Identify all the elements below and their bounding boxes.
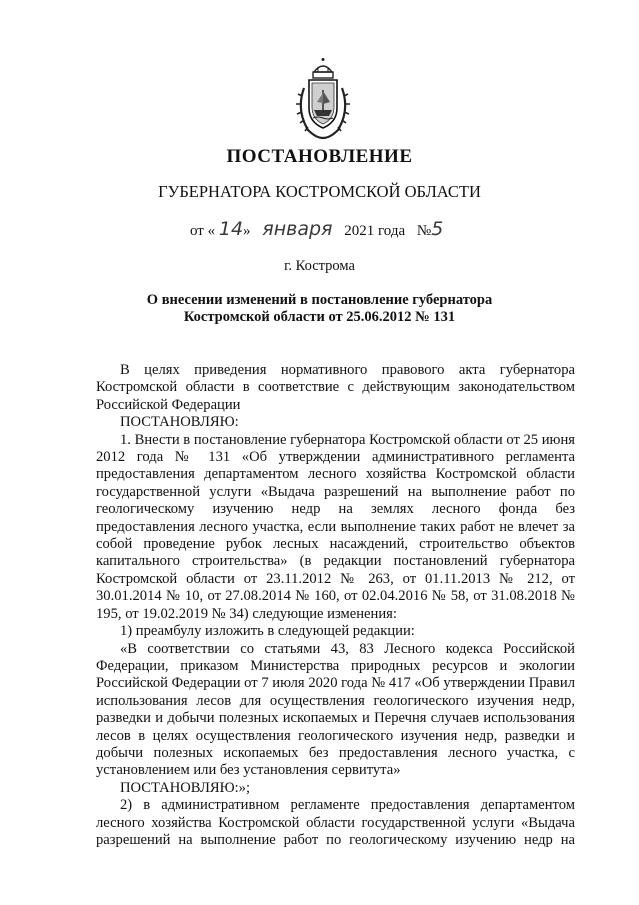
paragraph-quoted-resolve: ПОСТАНОВЛЯЮ:»;: [120, 779, 251, 796]
subject-heading: [0, 292, 639, 326]
date-year: 2021 года: [344, 223, 406, 239]
subject-line-2: Костромской области от 25.06.2012 № 131: [183, 309, 456, 325]
city-line: г. Кострома: [284, 258, 355, 274]
coat-of-arms-emblem: [294, 58, 352, 140]
date-close: »: [243, 223, 251, 239]
handwritten-number: 5: [431, 218, 444, 240]
paragraph-quoted-preamble: «В соответствии со статьями 43, 83 Лесного кодекса Российской Федерации, приказом Министерства природных ресурсов и экологии Российской Федерации от 7 июля 2020 года № 417 «Об утверждении Правил использования лесов для осуществления геологического изучения недр, разведки и добычи полезных ископаемых и Перечня случаев использования лесов в целях осуществления геологического изучения недр, разведки и добычи полезных ископаемых без предоставления лесного участка, с установлением или без установления сервитута»: [96, 640, 575, 779]
paragraph-subitem-2: 2) в административном регламенте предоставления департаментом лесного хозяйства Костромской области государственной услуги «Выдача разрешений на выполнение работ по геологическому изучению недр на: [96, 797, 575, 848]
subject-line-1: О внесении изменений в постановление губернатора: [146, 292, 493, 308]
paragraph-preamble: В целях приведения нормативного правового акта губернатора Костромской области в соответствие с действующим законодательством Российской Федерации: [96, 362, 575, 413]
handwritten-day: 14: [218, 218, 244, 240]
issuer-line: ГУБЕРНАТОРА КОСТРОМСКОЙ ОБЛАСТИ: [158, 182, 481, 201]
paragraph-resolve: ПОСТАНОВЛЯЮ:: [120, 414, 239, 431]
date-line: [190, 218, 443, 240]
date-prefix: от «: [190, 223, 216, 239]
handwritten-month: января: [262, 218, 333, 240]
document-body: [96, 362, 575, 849]
document-title: ПОСТАНОВЛЕНИЕ: [226, 146, 413, 167]
paragraph-subitem-1: 1) преамбулу изложить в следующей редакции:: [120, 623, 415, 640]
paragraph-item-1: 1. Внести в постановление губернатора Костромской области от 25 июня 2012 года № 131 «Об утверждении административного регламента предоставления департаментом лесного хозяйства Костромской области государственной услуги «Выдача разрешений на выполнение работ по геологическому изучению недр на землях лесного фонда без предоставления лесного участка, если выполнение таких работ не влечет за собой проведение рубок лесных насаждений, строительство объектов капитального строительства» (в редакции постановлений губернатора Костромской области от 23.11.2012 № 263, от 01.11.2013 № 212, от 30.01.2014 № 10, от 27.08.2014 № 160, от 02.04.2016 № 58, от 31.08.2018 № 195, от 19.02.2019 № 34) следующие изменения:: [96, 431, 575, 622]
number-prefix: №: [416, 223, 432, 239]
